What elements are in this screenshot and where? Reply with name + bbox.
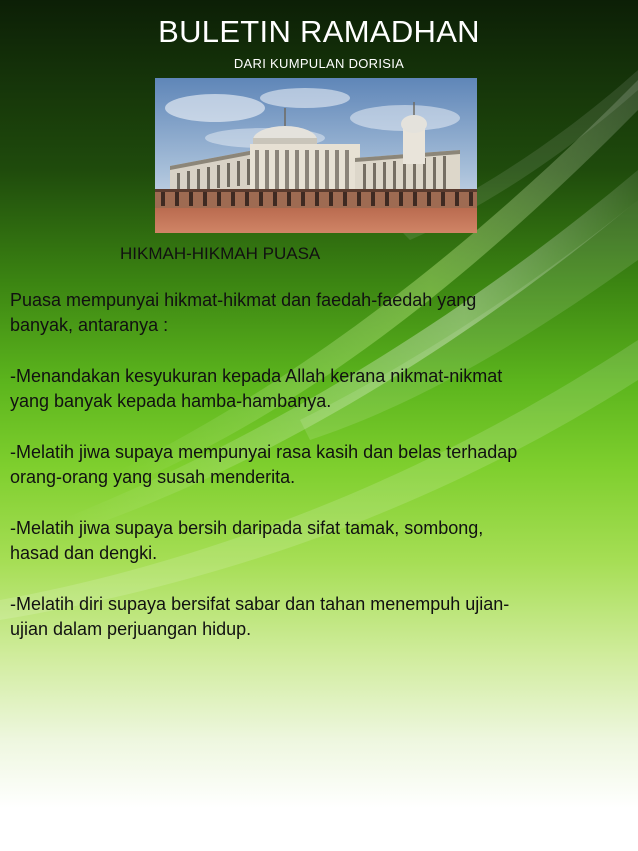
mosque-photo <box>155 78 477 233</box>
point-paragraph <box>10 364 635 414</box>
point-line: hasad dan dengki. <box>10 543 158 563</box>
point-paragraph <box>10 440 635 490</box>
point-paragraph <box>10 516 635 566</box>
intro-line: Puasa mempunyai hikmat-hikmat dan faedah-faedah yang <box>10 290 477 310</box>
bulletin-title: BULETIN RAMADHAN <box>158 14 480 49</box>
point-line: -Melatih jiwa supaya bersih daripada sifat tamak, sombong, <box>10 518 484 538</box>
article-heading: HIKMAH-HIKMAH PUASA <box>120 244 321 263</box>
bulletin-subtitle: DARI KUMPULAN DORISIA <box>233 56 405 71</box>
point-line: -Melatih jiwa supaya mempunyai rasa kasih dan belas terhadap <box>10 442 518 462</box>
point-line: ujian dalam perjuangan hidup. <box>10 619 252 639</box>
point-line: orang-orang yang susah menderita. <box>10 467 296 487</box>
intro-line: banyak, antaranya : <box>10 315 169 335</box>
point-line: yang banyak kepada hamba-hambanya. <box>10 391 332 411</box>
article-body <box>10 288 635 668</box>
point-paragraph <box>10 592 635 642</box>
intro-paragraph <box>10 288 635 338</box>
point-line: -Menandakan kesyukuran kepada Allah kerana nikmat-nikmat <box>10 366 503 386</box>
point-line: -Melatih diri supaya bersifat sabar dan tahan menempuh ujian- <box>10 594 510 614</box>
